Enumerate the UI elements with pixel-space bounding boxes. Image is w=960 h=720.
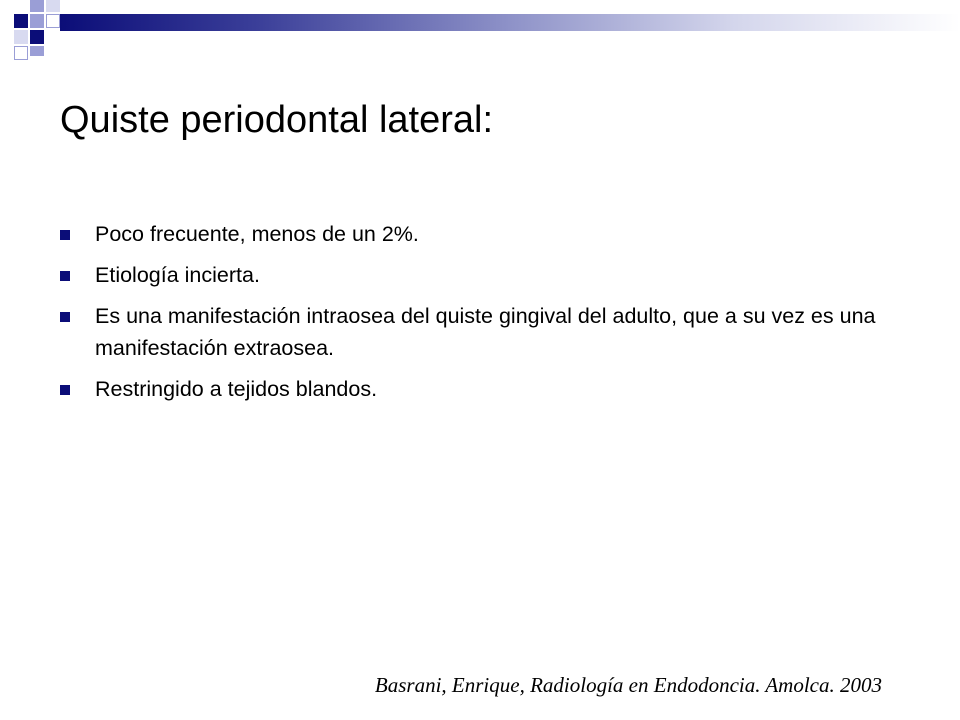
header-gradient-bar — [60, 14, 960, 31]
decorative-square-pale — [46, 0, 60, 12]
decorative-square-outline — [46, 14, 60, 28]
bullet-item — [60, 218, 920, 250]
bullet-text: Etiología incierta. — [95, 263, 260, 287]
slide-title: Quiste periodontal lateral: — [60, 99, 494, 141]
square-bullet-icon — [60, 312, 70, 322]
square-bullet-icon — [60, 230, 70, 240]
bullet-item — [60, 300, 920, 364]
decorative-square-navy — [30, 30, 44, 44]
decorative-square-outline — [14, 46, 28, 60]
bullet-item — [60, 373, 920, 405]
square-bullet-icon — [60, 271, 70, 281]
bullet-text: Poco frecuente, menos de un 2%. — [95, 222, 419, 246]
bullet-list — [60, 218, 920, 414]
decorative-square-pale — [14, 30, 28, 44]
citation: Basrani, Enrique, Radiología en Endodoncia. Amolca. 2003 — [374, 673, 882, 697]
header-decoration — [0, 0, 960, 60]
bullet-text: Es una manifestación intraosea del quiste gingival del adulto, que a su vez es una manifestación extraosea. — [95, 304, 876, 360]
decorative-square-lavender — [30, 14, 44, 28]
square-bullet-icon — [60, 385, 70, 395]
decorative-square-navy — [14, 14, 28, 28]
bullet-item — [60, 259, 920, 291]
bullet-text: Restringido a tejidos blandos. — [95, 377, 378, 401]
decorative-square-lavender — [30, 0, 44, 12]
decorative-square-lavender — [30, 46, 44, 56]
